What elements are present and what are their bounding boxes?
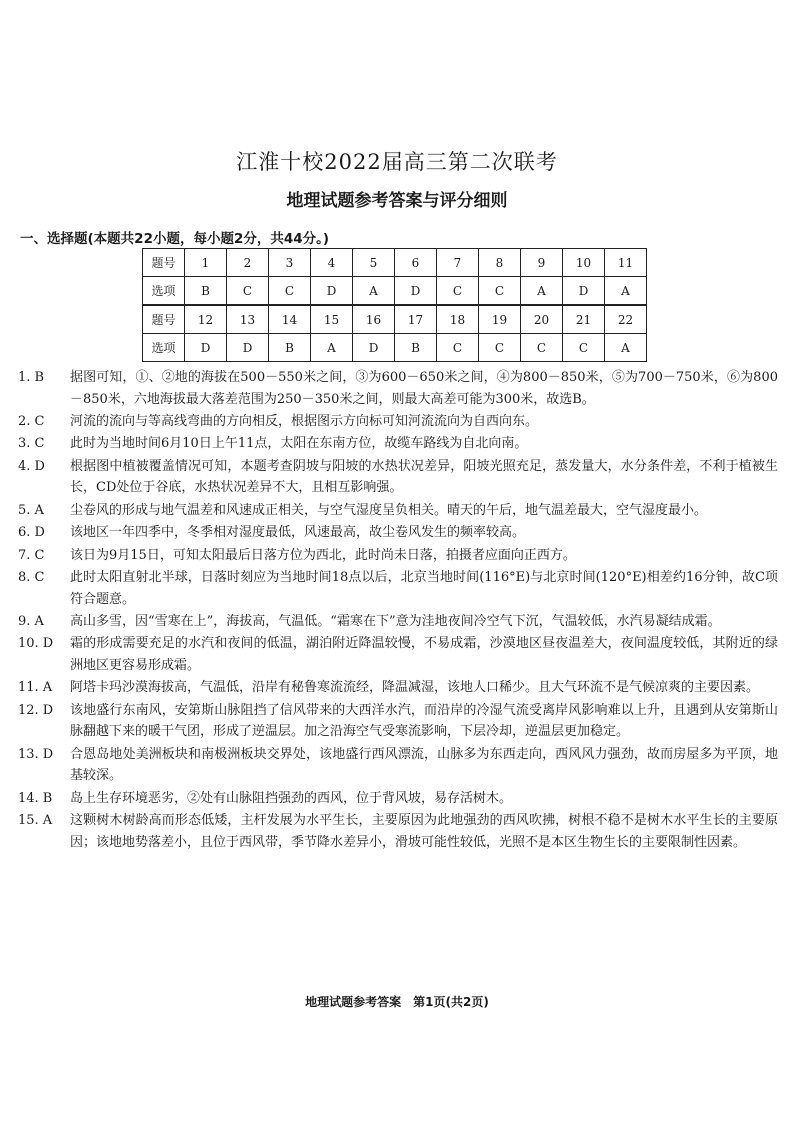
answer-letter: C (227, 277, 269, 306)
question-number: 9 (521, 249, 563, 277)
answer-key-subtitle: 地理试题参考答案与评分细则 (286, 191, 508, 211)
question-number: 13 (227, 305, 269, 334)
answer-letter: D (311, 277, 353, 306)
explanation-number: 5. A (18, 502, 44, 518)
question-number: 15 (311, 305, 353, 334)
answer-letter: C (479, 334, 521, 362)
explanation-text: 河流的流向与等高线弯曲的方向相反，根据图示方向标可知河流流向为自西向东。 (70, 413, 539, 429)
question-number: 10 (563, 249, 605, 277)
explanation-number: 1. B (18, 370, 45, 385)
question-number: 19 (479, 305, 521, 334)
question-number: 18 (437, 305, 479, 334)
explanation-text: 该地盛行东南风，安第斯山脉阻挡了信风带来的大西洋水汽，而沿岸的冷湿气流受离岸风影响难以上升，且遇到从安第斯山脉翻越下来的暖干气团，形成了逆温层。加之沿海空气受寒流影响，下层冷却，逆温层更加稳定。 (70, 702, 778, 740)
explanation-item (18, 611, 778, 633)
explanation-item (18, 744, 778, 787)
explanation-text: 该日为9月15日，可知太阳最后日落方位为西北，此时尚未日落，拍摄者应面向正西方。 (70, 547, 576, 563)
answer-letter: A (311, 334, 353, 362)
explanation-number: 2. C (18, 413, 45, 429)
question-number: 8 (479, 249, 521, 277)
question-number: 7 (437, 249, 479, 277)
explanation-number: 12. D (18, 702, 54, 718)
row-label-answer: 选项 (143, 277, 185, 306)
explanation-number: 9. A (18, 613, 44, 629)
explanation-item (18, 433, 778, 455)
explanation-text: 该地区一年四季中，冬季相对湿度最低，风速最高，故尘卷风发生的频率较高。 (70, 525, 526, 541)
page-footer: 地理试题参考答案 第1页(共2页) (305, 995, 489, 1009)
question-number: 5 (353, 249, 395, 277)
answer-letter: A (353, 277, 395, 306)
explanation-number: 7. C (18, 547, 45, 563)
question-number: 3 (269, 249, 311, 277)
explanation-item (18, 456, 778, 499)
answer-letter: A (605, 277, 647, 306)
answer-letter: D (227, 334, 269, 362)
question-number: 21 (563, 305, 605, 334)
row-label-answer: 选项 (143, 334, 185, 362)
explanation-item (18, 788, 778, 810)
answer-row-2 (143, 334, 647, 362)
question-number: 2 (227, 249, 269, 277)
section-heading: 一、选择题(本题共22小题，每小题2分，共44分。) (20, 231, 330, 247)
explanation-number: 3. C (18, 436, 45, 452)
question-number: 17 (395, 305, 437, 334)
explanation-number: 13. D (18, 746, 54, 762)
answer-letter: C (437, 277, 479, 306)
answer-letter: D (395, 277, 437, 306)
explanation-number: 11. A (18, 680, 53, 696)
explanation-text: 高山多雪，因“雪寒在上”，海拔高，气温低。“霜寒在下”意为洼地夜间冷空气下沉，气温较低，水汽易凝结成霜。 (70, 613, 721, 629)
question-number: 20 (521, 305, 563, 334)
explanation-item (18, 500, 778, 522)
explanation-number: 6. D (18, 525, 45, 541)
explanation-text: 据图可知，①、②地的海拔在500－550米之间，③为600－650米之间，④为800－850米，⑤为700－750米，⑥为800－850米，六地海拔最大落差范围为250－350米之间，则最大高差可能为300米，故选B。 (70, 370, 778, 407)
question-number: 6 (395, 249, 437, 277)
answer-letter: C (269, 277, 311, 306)
question-number-row-1 (143, 249, 647, 277)
answer-letter: C (521, 334, 563, 362)
explanation-text: 此时太阳直射北半球，日落时刻应为当地时间18点以后，北京当地时间(116°E)与北京时间(120°E)相差约16分钟，故C项符合题意。 (70, 569, 778, 607)
explanation-text: 合恩岛地处美洲板块和南极洲板块交界处，该地盛行西风漂流，山脉多为东西走向，西风风力强劲，故而房屋多为平顶，地基较深。 (70, 746, 778, 784)
question-number: 16 (353, 305, 395, 334)
answer-letter: C (563, 334, 605, 362)
exam-title: 江淮十校2022届高三第二次联考 (236, 150, 558, 174)
explanation-list (18, 367, 778, 854)
explanation-item (18, 700, 778, 743)
question-number: 22 (605, 305, 647, 334)
explanation-text: 霜的形成需要充足的水汽和夜间的低温，湖泊附近降温较慢，不易成霜，沙漠地区昼夜温差大，夜间温度较低，其附近的绿洲地区更容易形成霜。 (70, 636, 778, 673)
explanation-item (18, 367, 778, 410)
explanation-number: 14. B (18, 790, 53, 806)
explanation-text: 此时为当地时间6月10日上午11点，太阳在东南方位，故缆车路线为自北向南。 (70, 436, 528, 452)
answer-letter: C (437, 334, 479, 362)
question-number: 1 (185, 249, 227, 277)
explanation-number: 4. D (18, 458, 45, 474)
explanation-text: 尘卷风的形成与地气温差和风速成正相关，与空气湿度呈负相关。晴天的午后，地气温差最大，空气湿度最小。 (70, 502, 708, 518)
explanation-text: 根据图中植被覆盖情况可知，本题考查阴坡与阳坡的水热状况差异，阳坡光照充足，蒸发量大，水分条件差，不利于植被生长，CD处位于谷底，水热状况差异不大，且相互影响强。 (70, 458, 778, 496)
explanation-item (18, 522, 778, 544)
question-number-row-2 (143, 305, 647, 334)
answer-letter: A (605, 334, 647, 362)
question-number: 4 (311, 249, 353, 277)
explanation-number: 8. C (18, 569, 45, 585)
explanation-text: 这颗树木树龄高而形态低矮，主杆发展为水平生长，主要原因为此地强劲的西风吹拂，树根不稳不是树木水平生长的主要原因；该地地势落差小，且位于西风带，季节降水差异小，滑坡可能性较低，光照不是本区生物生长的主要限制性因素。 (70, 813, 778, 850)
answer-letter: D (563, 277, 605, 306)
answer-letter: D (353, 334, 395, 362)
explanation-number: 15. A (18, 813, 53, 829)
question-number: 14 (269, 305, 311, 334)
explanation-item (18, 411, 778, 433)
explanation-text: 岛上生存环境恶劣，②处有山脉阻挡强劲的西风，位于背风坡，易存活树木。 (70, 790, 513, 806)
explanation-number: 10. D (18, 636, 54, 652)
explanation-item (18, 633, 778, 676)
answer-letter: D (185, 334, 227, 362)
explanation-item (18, 677, 778, 699)
answer-letter: A (521, 277, 563, 306)
row-label-question: 题号 (143, 305, 185, 334)
answer-row-1 (143, 277, 647, 306)
answer-letter: B (185, 277, 227, 306)
answer-letter: C (479, 277, 521, 306)
answer-letter: B (269, 334, 311, 362)
explanation-text: 阿塔卡玛沙漠海拔高，气温低，沿岸有秘鲁寒流流经，降温减湿，该地人口稀少。且大气环流不是气候凉爽的主要因素。 (70, 680, 760, 696)
answer-table (142, 248, 647, 362)
explanation-item (18, 567, 778, 610)
explanation-item (18, 545, 778, 567)
question-number: 11 (605, 249, 647, 277)
row-label-question: 题号 (143, 249, 185, 277)
question-number: 12 (185, 305, 227, 334)
answer-letter: B (395, 334, 437, 362)
explanation-item (18, 810, 778, 853)
